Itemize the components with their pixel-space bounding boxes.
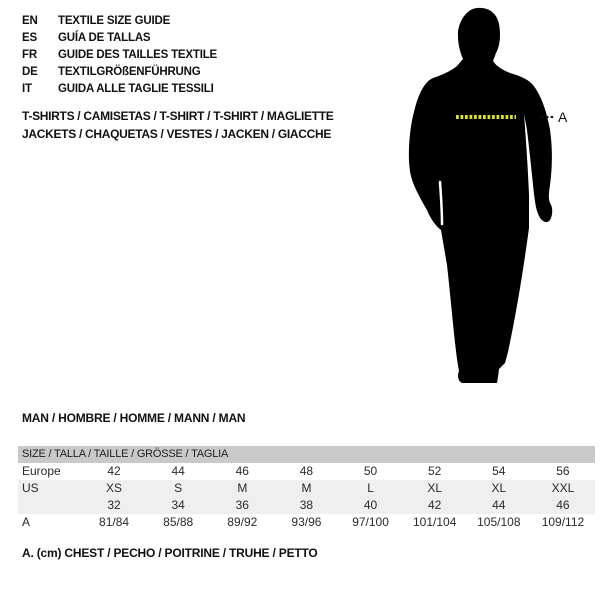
size-cell: 81/84 xyxy=(99,515,130,529)
table-row-us xyxy=(18,480,595,497)
table-row-chest xyxy=(18,514,595,531)
size-cell: 109/112 xyxy=(541,515,585,529)
size-cell: M xyxy=(301,481,312,495)
language-row xyxy=(22,64,217,81)
row-label xyxy=(18,497,82,514)
size-cell: XL xyxy=(427,481,443,495)
size-cell: 44 xyxy=(492,498,506,512)
garment-line-tshirts: T-SHIRTS / CAMISETAS / T-SHIRT / T-SHIRT / MAGLIETTE xyxy=(22,109,334,123)
size-cell: 46 xyxy=(235,464,249,478)
size-cell: L xyxy=(367,481,374,495)
man-silhouette xyxy=(409,8,552,383)
language-code: DE xyxy=(22,66,38,78)
size-cell: 50 xyxy=(363,464,378,478)
size-table-header: SIZE / TALLA / TAILLE / GRÖSSE / TAGLIA xyxy=(18,446,595,463)
language-row xyxy=(22,81,217,98)
size-cell: XS xyxy=(106,481,123,495)
language-row xyxy=(22,30,217,47)
size-cell: 46 xyxy=(556,498,570,512)
language-label: TEXTILE SIZE GUIDE xyxy=(58,15,171,27)
size-cell: XL xyxy=(491,481,507,495)
size-cell: 34 xyxy=(171,498,185,512)
size-cell: M xyxy=(237,481,248,495)
language-code: ES xyxy=(22,32,37,44)
size-cell: 44 xyxy=(171,464,185,478)
language-row xyxy=(22,47,217,64)
size-cell: 101/104 xyxy=(412,515,457,529)
man-silhouette-figure xyxy=(400,0,600,400)
measurement-footnote: A. (cm) CHEST / PECHO / POITRINE / TRUHE / PETTO xyxy=(22,546,318,560)
size-cell: 93/96 xyxy=(291,515,322,529)
language-row xyxy=(22,13,217,30)
language-code: EN xyxy=(22,15,38,27)
size-cell: 89/92 xyxy=(227,515,258,529)
size-cell: 42 xyxy=(428,498,442,512)
size-table xyxy=(18,446,595,531)
size-cell: 48 xyxy=(299,464,314,478)
size-cell: S xyxy=(174,481,183,495)
measure-arrow-label: A xyxy=(558,109,568,125)
row-label: Europe xyxy=(22,464,61,478)
size-cell: 97/100 xyxy=(352,515,389,529)
size-cell: 105/108 xyxy=(477,515,521,529)
size-cell: 54 xyxy=(492,464,506,478)
size-cell: 56 xyxy=(556,464,570,478)
row-label: A xyxy=(22,515,31,529)
size-cell: 38 xyxy=(299,498,314,512)
table-row-europe xyxy=(18,463,595,480)
table-row-numeric xyxy=(18,497,595,514)
size-cell: 85/88 xyxy=(163,515,194,529)
size-cell: 40 xyxy=(363,498,378,512)
size-cell: 36 xyxy=(235,498,249,512)
language-label: TEXTILGRÖßENFÜHRUNG xyxy=(58,66,201,78)
garment-types xyxy=(22,108,334,143)
size-cell: 32 xyxy=(107,498,121,512)
language-label: GUIDA ALLE TAGLIE TESSILI xyxy=(58,83,214,95)
language-code: FR xyxy=(22,49,37,61)
language-label: GUIDE DES TAILLES TEXTILE xyxy=(58,49,217,61)
language-code: IT xyxy=(22,83,32,95)
size-cell: 52 xyxy=(428,464,442,478)
row-label: US xyxy=(22,481,39,495)
size-cell: XXL xyxy=(551,481,575,495)
section-title-man: MAN / HOMBRE / HOMME / MANN / MAN xyxy=(22,411,246,425)
size-cell: 42 xyxy=(107,464,121,478)
language-list xyxy=(22,13,217,98)
language-label: GUÍA DE TALLAS xyxy=(58,32,151,44)
garment-line-jackets: JACKETS / CHAQUETAS / VESTES / JACKEN / GIACCHE xyxy=(22,126,332,141)
